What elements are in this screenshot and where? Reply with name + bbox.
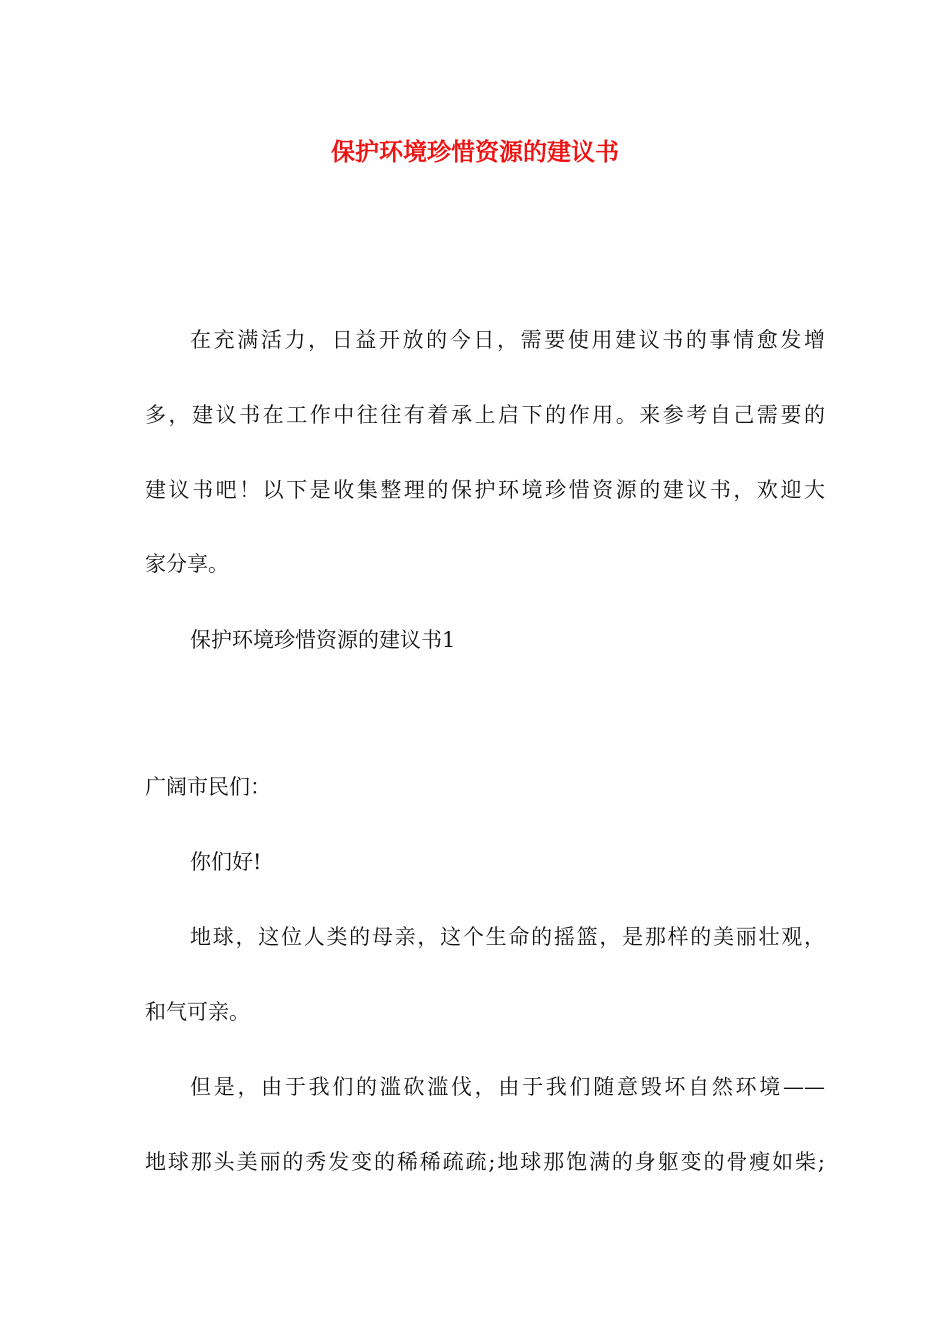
paragraph-line: 地球那头美丽的秀发变的稀稀疏疏;地球那饱满的身躯变的骨瘦如柴; (145, 1150, 825, 1174)
document-title: 保护环境珍惜资源的建议书 (331, 137, 619, 166)
salutation: 广阔市民们： (145, 775, 271, 799)
intro-line: 建议书吧！以下是收集整理的保护环境珍惜资源的建议书，欢迎大 (145, 478, 825, 502)
section-heading: 保护环境珍惜资源的建议书1 (190, 628, 456, 652)
greeting: 你们好! (190, 850, 262, 874)
intro-line: 多，建议书在工作中往往有着承上启下的作用。来参考自己需要的 (145, 403, 825, 427)
paragraph-line: 和气可亲。 (145, 1000, 250, 1024)
intro-line: 家分享。 (145, 552, 229, 576)
intro-line: 在充满活力，日益开放的今日，需要使用建议书的事情愈发增 (190, 328, 825, 352)
paragraph-line: 但是，由于我们的滥砍滥伐，由于我们随意毁坏自然环境—— (190, 1075, 825, 1099)
paragraph-line: 地球，这位人类的母亲，这个生命的摇篮，是那样的美丽壮观， (190, 925, 825, 949)
